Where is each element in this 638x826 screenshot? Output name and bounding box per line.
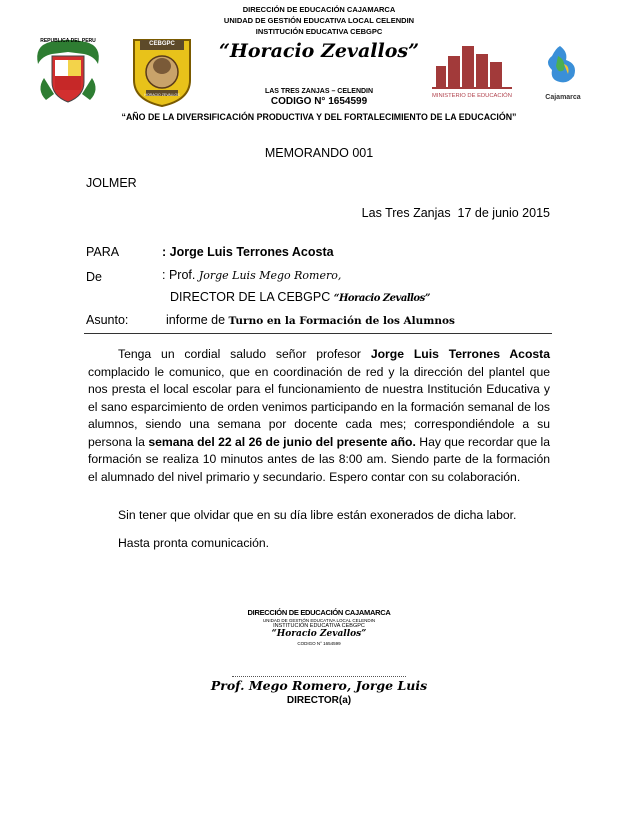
subject-label: Asunto: [86,313,129,327]
header-ugel: UNIDAD DE GESTIÓN EDUCATIVA LOCAL CELENDIN [223,16,415,25]
p1-text-a: Tenga un cordial saludo señor profesor [118,347,371,361]
subject-value: Turno en la Formación de los Alumnos [228,315,455,327]
school-badge-text: CEBGPC [149,41,175,47]
memo-from-line: JOLMER [86,176,137,190]
body-paragraph-3: Hasta pronta comunicación. [118,536,270,550]
signer-name: Prof. Mego Romero, Jorge Luis [210,678,428,693]
from-prefix: : Prof. [162,268,196,282]
stamp-direccion: DIRECCIÓN DE EDUCACIÓN CAJAMARCA [247,608,391,617]
ministry-logo [432,40,512,90]
peru-crest-logo [32,38,104,108]
peru-crest-text: REPUBLICA DEL PERU [40,38,96,44]
stamp-institucion: INSTITUCIÓN EDUCATIVA CEBGPC [273,623,365,629]
from-name: Jorge Luis Mego Romero, [198,269,342,282]
to-value: : Jorge Luis Terrones Acosta [162,245,334,259]
from-label: De [86,270,102,284]
signer-role: DIRECTOR(a) [286,695,352,706]
memo-title: MEMORANDO 001 [264,146,374,160]
stamp-code: CODIGO N° 1654599 [297,641,341,646]
school-badge-subtext: HORACIO ZEVALLOS [144,93,180,97]
header-location: LAS TRES ZANJAS – CELENDIN [264,88,374,95]
to-label: PARA [86,245,120,259]
p1-text-c: Hay que recordar que la formación se realiza 10 minutos antes de las 8:00 am. Siendo parte de la formación el alumnado del nivel primario y secundario. Espero contar con su colaboración. [88,434,551,484]
subject-prefix: informe de [166,313,226,327]
director-line: DIRECTOR DE LA CEBGPC [170,290,331,304]
body-paragraph-2: Sin tener que olvidar que en su día libre están exonerados de dicha labor. [118,508,517,522]
separator-line [84,333,552,334]
p1-text-b: complacido le comunico, que en coordinación de red y la dirección del plantel que nos presta el local escolar para el funcionamiento de nuestra Institución Educativa y el sano esparcimiento de orden venimos participando en la formación semanal de los alumnos, siendo una semana por docente cada mes; correspondiéndole a su persona la [88,364,550,449]
header-school-name: “Horacio Zevallos” [219,40,419,62]
signature-line [232,676,406,677]
p1-recipient-name: Jorge Luis Terrones Acosta [370,347,551,361]
header-code: CODIGO N° 1654599 [270,96,368,107]
stamp-school: “Horacio Zevallos” [271,629,367,639]
body-paragraph-1 [88,346,550,486]
stamp-ugel: UNIDAD DE GESTIÓN EDUCATIVA LOCAL CELENDIN [262,618,376,623]
memo-place-date: Las Tres Zanjas 17 de junio 2015 [361,206,550,220]
header-institucion: INSTITUCIÓN EDUCATIVA CEBGPC [255,27,383,36]
director-school: “Horacio Zevallos” [333,293,430,304]
ministry-label: MINISTERIO DE EDUCACIÓN [432,93,512,99]
year-motto: “AÑO DE LA DIVERSIFICACIÓN PRODUCTIVA Y DEL FORTALECIMIENTO DE LA EDUCACIÓN” [121,112,517,122]
header-direccion: DIRECCIÓN DE EDUCACIÓN CAJAMARCA [242,5,396,14]
p1-week: semana del 22 al 26 de junio del presente año. [148,434,416,449]
cajamarca-region-text: Cajamarca [545,94,581,101]
